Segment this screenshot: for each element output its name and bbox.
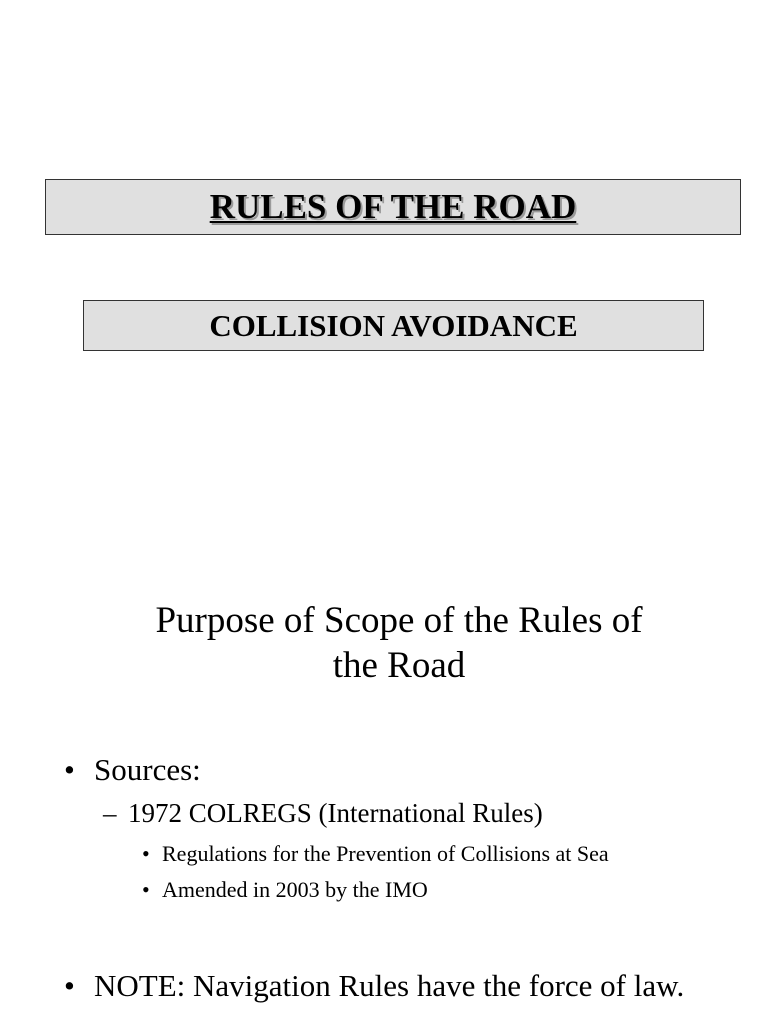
bullet-marker: • [64,752,75,787]
bullet-marker: • [142,877,150,902]
bullet-item-amended: Amended in 2003 by the IMO [162,877,428,902]
content-slide-title [84,598,714,688]
dash-marker: – [103,798,117,828]
slide-subtitle: COLLISION AVOIDANCE [209,307,578,343]
title-banner [45,179,741,235]
bullet-item-sources: Sources: [94,752,201,787]
bullet-item-note: NOTE: Navigation Rules have the force of law. [94,968,685,1003]
bullet-item-colregs: 1972 COLREGS (International Rules) [128,798,543,828]
bullet-marker: • [64,968,75,1003]
slide-title: RULES OF THE ROAD [209,187,577,226]
content-slide [0,512,768,1024]
bullet-marker: • [142,841,150,866]
content-title-line-1: Purpose of Scope of the Rules of [155,600,643,641]
subtitle-banner [83,300,704,351]
content-title-line-2: the Road [332,645,466,686]
bullet-item-regulations: Regulations for the Prevention of Collisions at Sea [162,841,609,866]
